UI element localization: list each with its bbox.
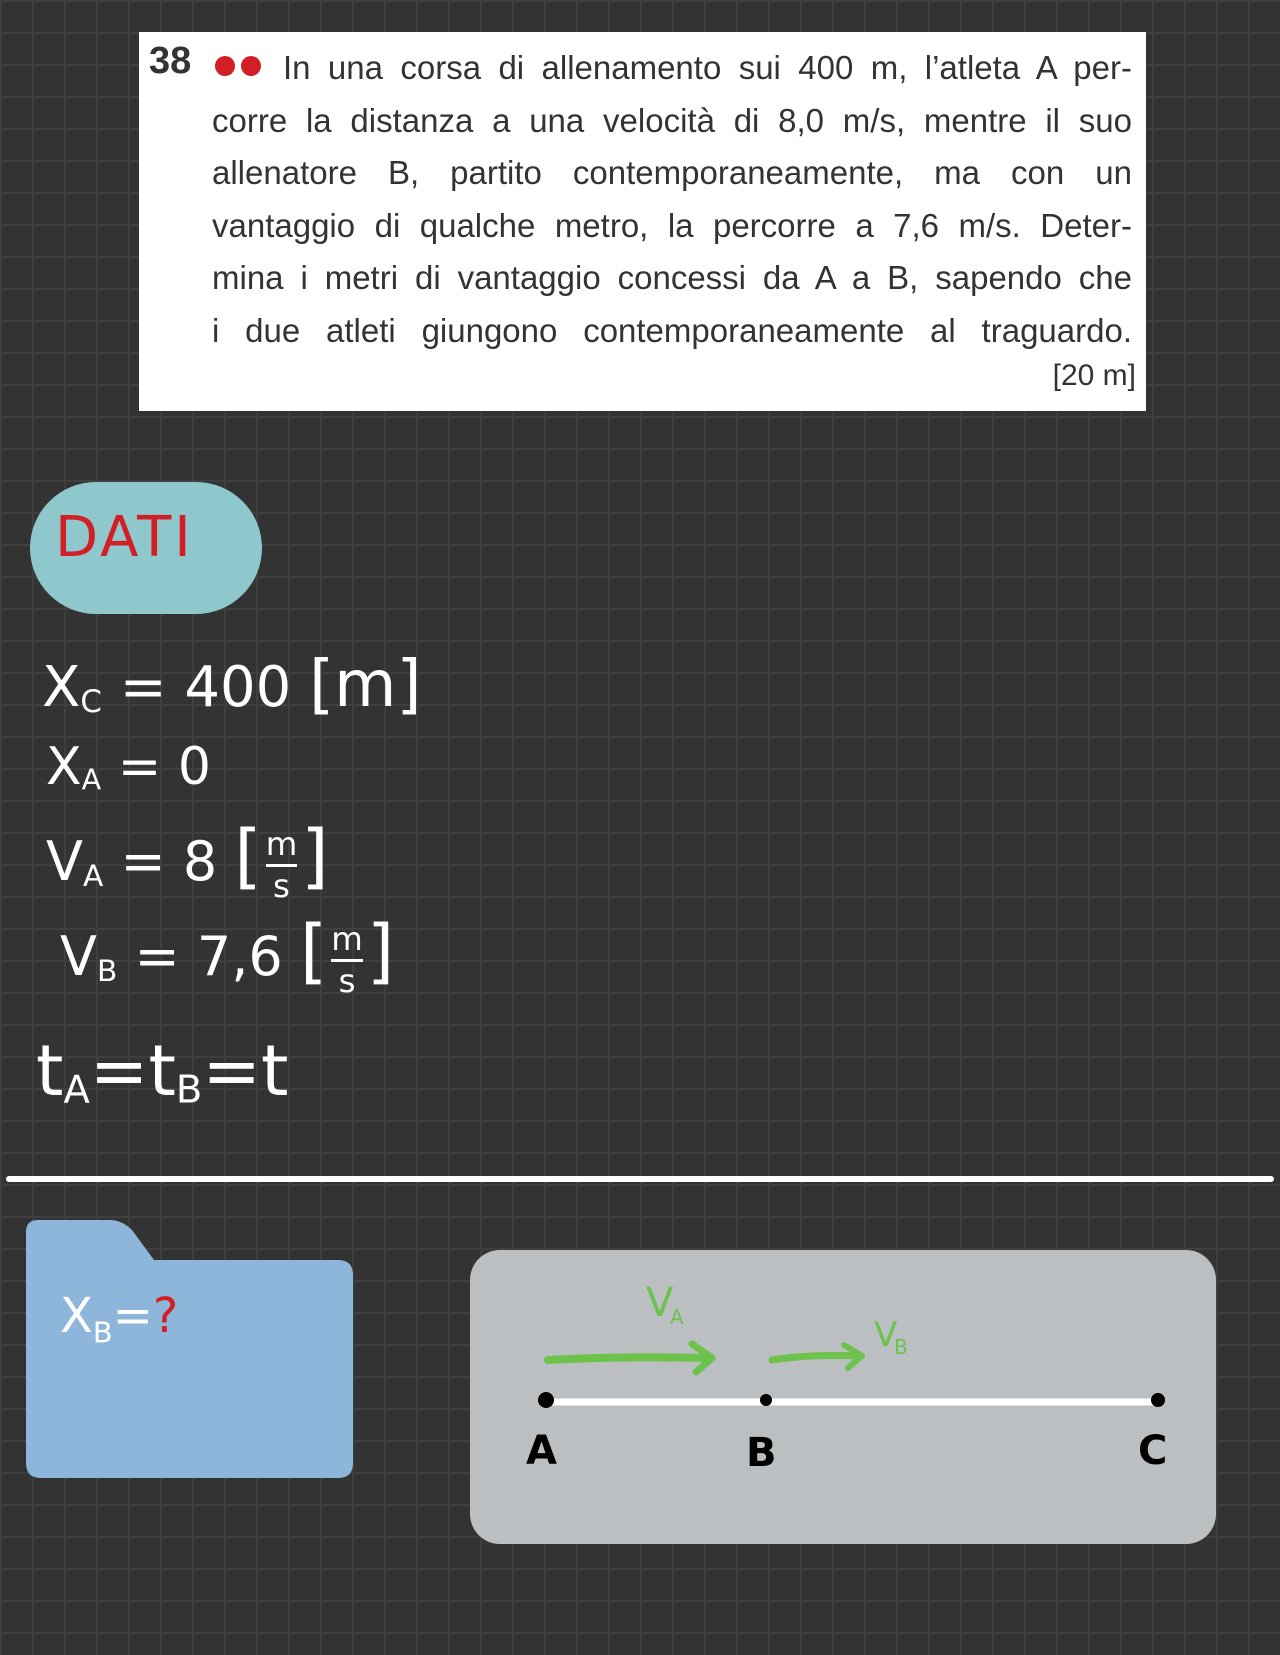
eq: =: [202, 1030, 261, 1112]
unit: [m]: [309, 648, 422, 722]
unknown-equation: [60, 1288, 178, 1350]
eq: =: [89, 1030, 149, 1112]
motion-diagram: [470, 1250, 1216, 1544]
sub: A: [63, 1067, 90, 1113]
var: X: [46, 737, 82, 797]
section-divider: [6, 1176, 1274, 1182]
dati-title: DATI: [55, 505, 194, 570]
problem-line: In una corsa di allenamento sui 400 m, l’atleta A per-: [283, 49, 1132, 86]
vb-label-sub: B: [894, 1335, 908, 1359]
var: X: [42, 655, 81, 720]
var: V: [60, 925, 97, 988]
value: = 400: [119, 655, 292, 720]
va-equation: $V_A = 8$ [ $\frac{m}{s}$ ]: [46, 815, 329, 905]
t: t: [148, 1030, 176, 1112]
problem-line: allenatore B, partito contemporaneamente, ma con un: [212, 154, 1132, 191]
value: = 0: [117, 737, 211, 797]
arrow-va-icon: [548, 1357, 710, 1360]
t: t: [260, 1030, 289, 1112]
sub: A: [82, 858, 104, 894]
vb-equation: $V_B = 7,6$ [ $\frac{m}{s}$ ]: [60, 910, 395, 1000]
problem-number: 38: [149, 40, 192, 82]
point-label-c: C: [1138, 1428, 1168, 1474]
unit-fraction: [331, 920, 363, 1000]
va-label-sub: A: [670, 1305, 684, 1329]
answer-label: [20 m]: [1052, 359, 1136, 392]
problem-line: vantaggio di qualche metro, la percorre a 7,6 m/s. Deter-: [212, 206, 1132, 244]
problem-card: [139, 32, 1146, 411]
problem-line: i due atleti giungono contemporaneamente al traguardo.: [212, 311, 1132, 349]
t: t: [36, 1030, 64, 1112]
value: = 7,6: [134, 925, 283, 988]
sub: B: [92, 1315, 113, 1350]
diagram-panel: [470, 1250, 1216, 1544]
num: m: [265, 825, 298, 864]
problem-text: [212, 42, 1132, 357]
problem-line: corre la distanza a una velocità di 8,0 m/s, mentre il suo: [212, 101, 1132, 139]
point-c-icon: [1151, 1393, 1165, 1407]
sub: C: [80, 684, 102, 721]
va-label-var: V: [646, 1280, 674, 1326]
time-equation: [36, 1030, 288, 1113]
unit-fraction: [265, 825, 298, 905]
var: X: [60, 1288, 93, 1344]
sub: B: [175, 1067, 203, 1113]
den: s: [338, 961, 356, 1000]
var: V: [46, 830, 83, 893]
question-mark: ?: [152, 1288, 179, 1344]
num: m: [331, 920, 363, 959]
xc-equation: [42, 648, 421, 722]
point-a-icon: [538, 1392, 554, 1408]
arrow-vb-icon: [772, 1356, 860, 1361]
sub: A: [81, 762, 102, 797]
vb-label-var: V: [874, 1315, 898, 1355]
point-label-b: B: [746, 1430, 777, 1476]
sub: B: [96, 953, 118, 989]
problem-line: mina i metri di vantaggio concessi da A a B, sapendo che: [212, 259, 1132, 296]
eq: =: [112, 1288, 153, 1344]
xa-equation: [46, 737, 211, 797]
point-label-a: A: [526, 1428, 557, 1474]
den: s: [273, 866, 290, 905]
point-b-icon: [760, 1394, 772, 1406]
value: = 8: [120, 830, 218, 893]
